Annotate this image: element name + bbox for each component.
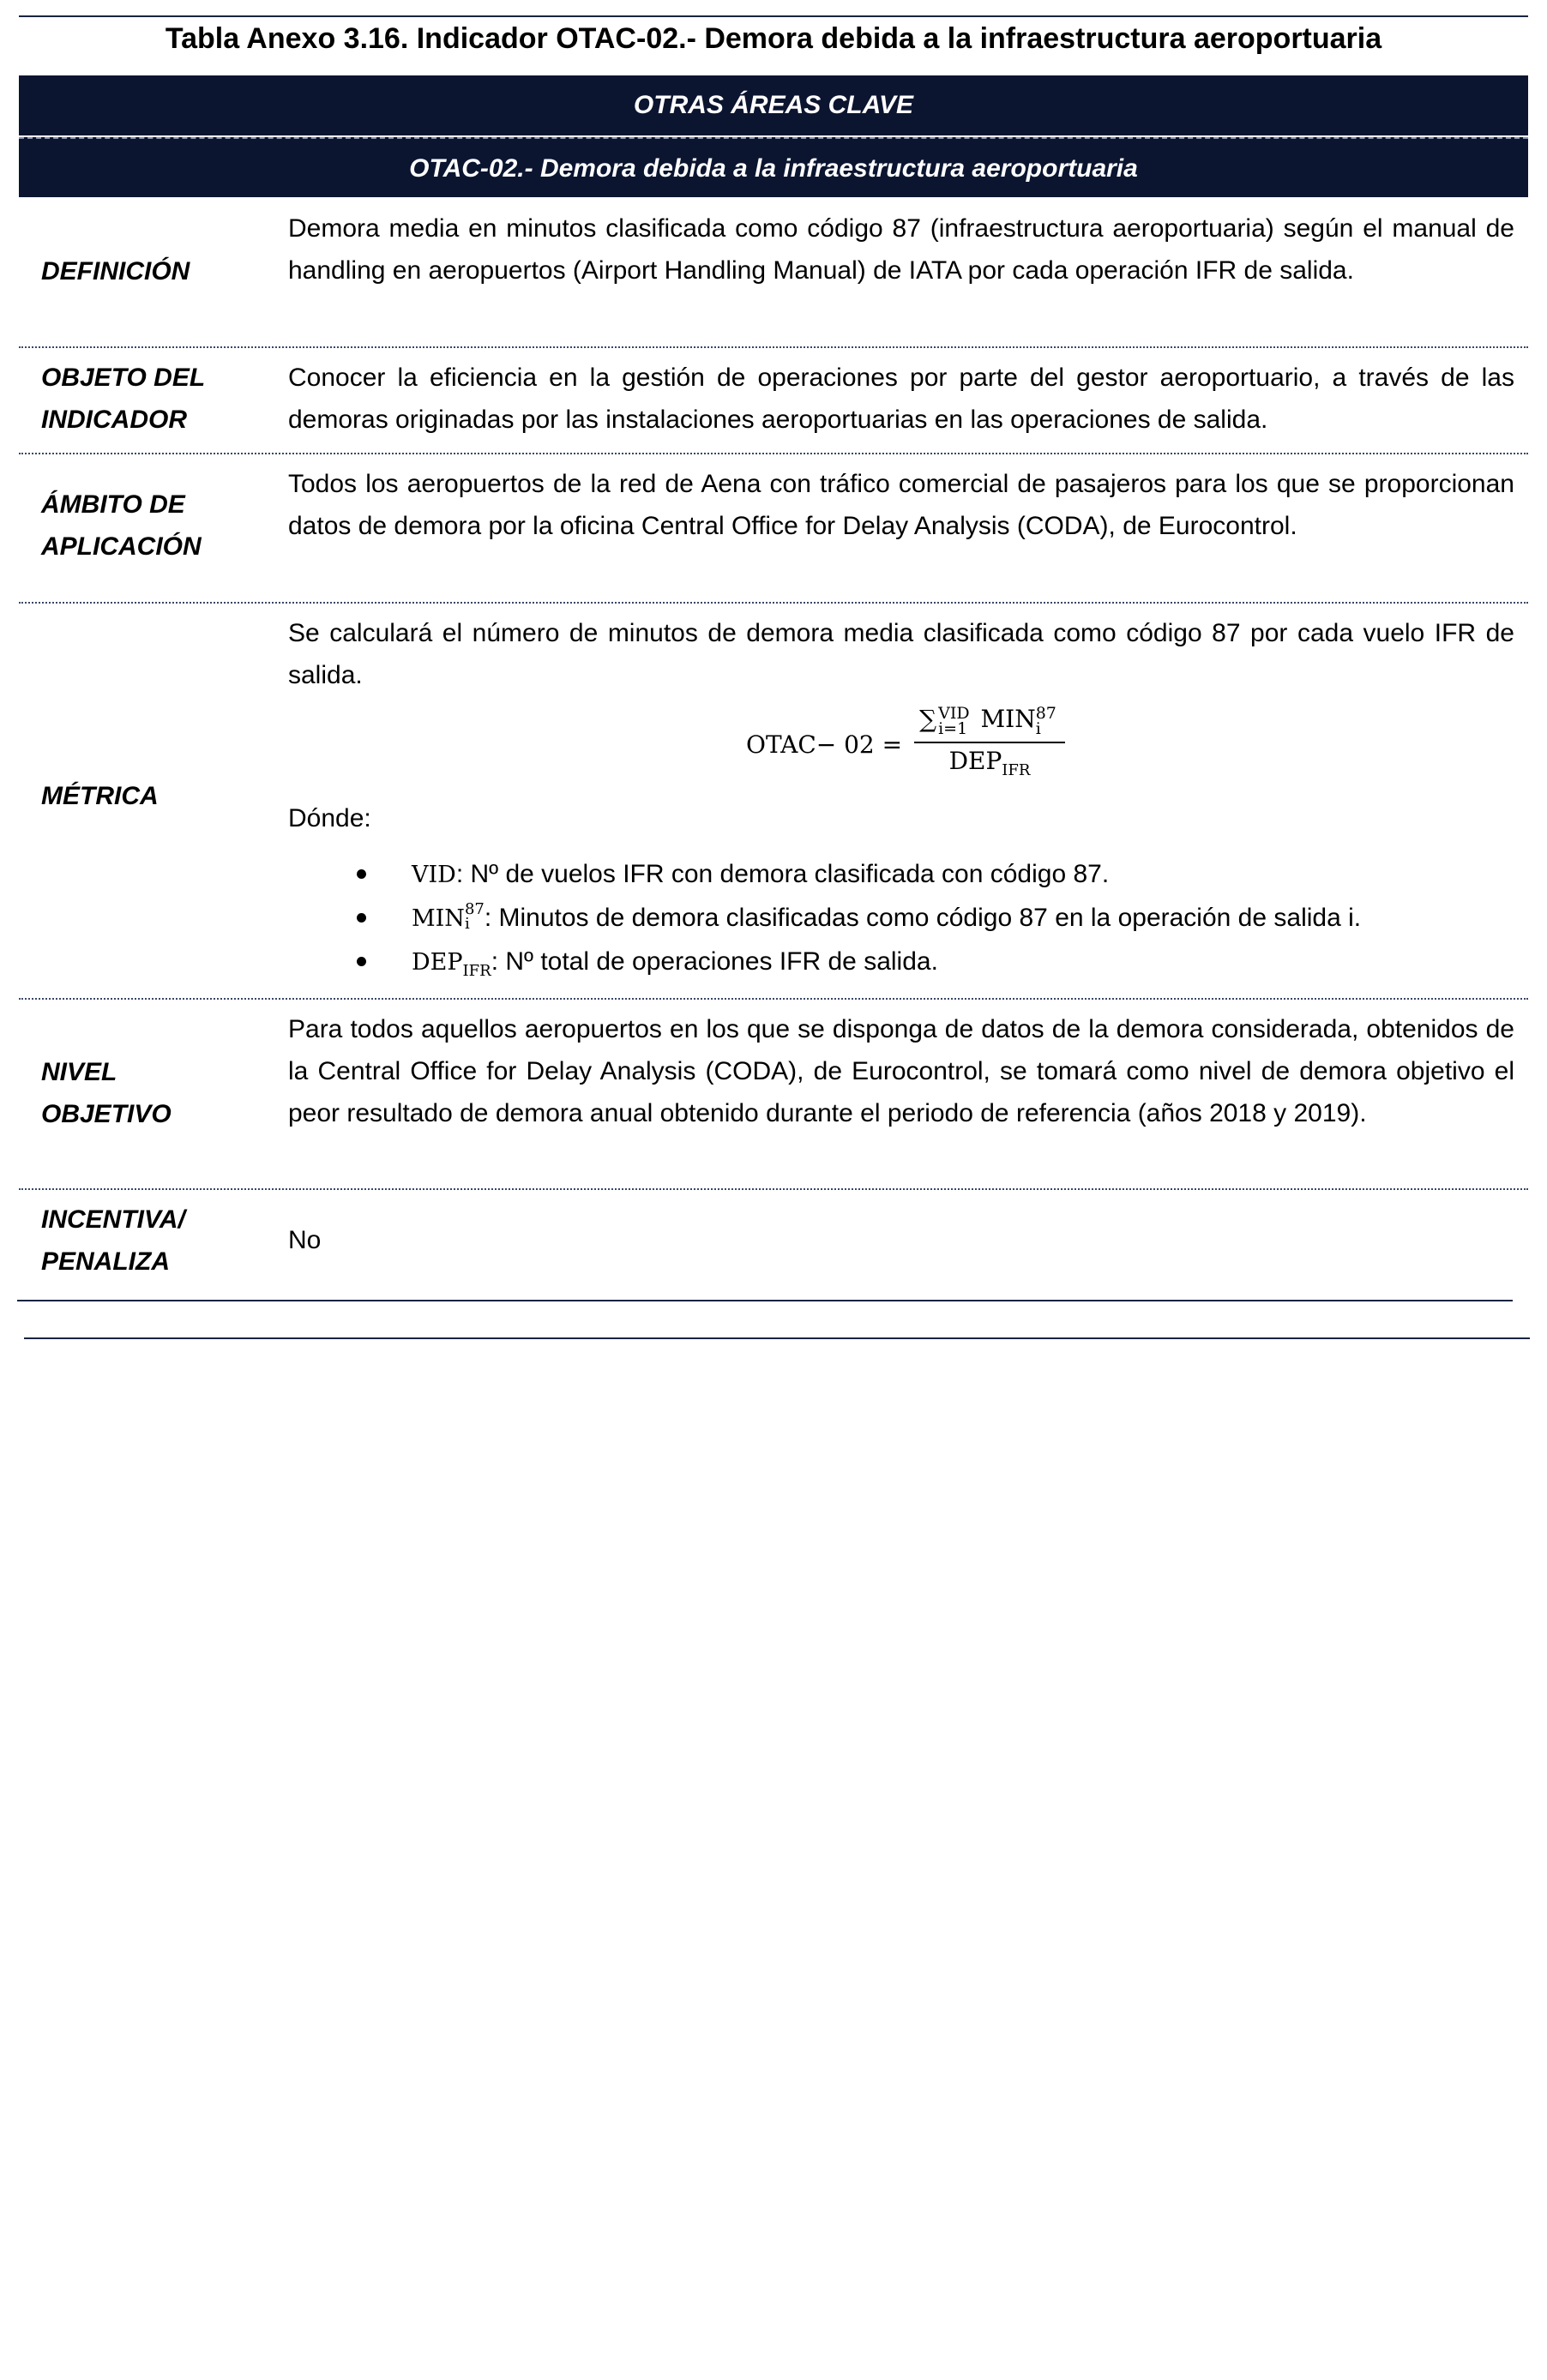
row-content: Demora media en minutos clasificada como código 87 (infraestructura aeroportuaria) según el manual de handling en aeropuertos (Airport Handling Manual) de IATA por cada operación IFR de salida. xyxy=(288,214,1514,285)
bullet-dot xyxy=(357,869,366,879)
bullet-symbol-sub: IFR xyxy=(462,962,491,980)
formula-denominator xyxy=(949,743,1031,785)
sum-lower: i=1 xyxy=(938,718,968,738)
metric-formula xyxy=(746,705,1065,785)
bullet-text xyxy=(412,940,938,993)
term-sub: i xyxy=(1035,718,1041,738)
bullet-desc: : Nº total de operaciones IFR de salida. xyxy=(491,947,938,976)
row-nivel xyxy=(19,1000,1528,1190)
area-header-band: OTRAS ÁREAS CLAVE xyxy=(19,75,1528,135)
bullet-text xyxy=(412,896,1361,941)
list-item xyxy=(288,852,1514,896)
sum-upper: VID xyxy=(938,703,970,723)
row-label-line: OBJETIVO xyxy=(41,1100,172,1128)
row-label xyxy=(41,484,273,568)
den-sub: IFR xyxy=(1002,760,1031,779)
row-label-line: APLICACIÓN xyxy=(41,532,202,561)
table-caption: Tabla Anexo 3.16. Indicador OTAC-02.- Demora debida a la infraestructura aeroportuaria xyxy=(165,22,1382,55)
metric-bullet-list xyxy=(288,852,1514,983)
list-item xyxy=(288,896,1514,940)
row-definicion xyxy=(19,199,1528,348)
metric-donde: Dónde: xyxy=(288,804,371,832)
row-label xyxy=(41,357,273,441)
bullet-symbol: VID xyxy=(412,862,456,888)
bullet-text xyxy=(412,852,1109,897)
bullet-symbol-sub: i xyxy=(464,915,470,934)
bullet-symbol: MIN xyxy=(412,905,465,932)
row-content: Conocer la eficiencia en la gestión de operaciones por parte del gestor aeroportuario, a través de las demoras originadas por las instalaciones aeroportuarias en las operaciones de salida. xyxy=(288,364,1514,434)
formula-lhs: OTAC− 02 = xyxy=(746,730,903,760)
term-sup: 87 xyxy=(1035,703,1056,723)
row-label-line: INCENTIVA/ xyxy=(41,1205,185,1234)
sum-term: MIN xyxy=(980,705,1036,733)
row-objeto xyxy=(19,348,1528,454)
row-content: Para todos aquellos aeropuertos en los que se disponga de datos de la demora considerada, obtenidos de la Central Office for Delay Analysis (CODA), de Eurocontrol, se tomará como nivel de demora objetivo el peor resultado de demora anual obtenido durante el periodo de referencia (años 2018 y 2019). xyxy=(288,1015,1514,1127)
list-item xyxy=(288,940,1514,983)
formula-numerator xyxy=(914,705,1065,743)
page-separator-rule xyxy=(24,1337,1530,1339)
bullet-dot xyxy=(357,957,366,966)
term-indices xyxy=(1035,703,1056,738)
den-term: DEP xyxy=(948,746,1002,775)
sigma-symbol: ∑ xyxy=(919,705,937,733)
bullet-dot xyxy=(357,913,366,923)
bullet-symbol-indices xyxy=(464,900,485,934)
row-label: MÉTRICA xyxy=(41,782,159,810)
row-ambito xyxy=(19,454,1528,604)
row-label-line: ÁMBITO DE xyxy=(41,490,185,519)
sum-limits xyxy=(938,703,970,738)
bullet-desc: : Minutos de demora clasificadas como código 87 en la operación de salida i. xyxy=(484,904,1362,932)
row-label xyxy=(41,1051,273,1135)
bullet-symbol-sup: 87 xyxy=(464,900,485,919)
row-metrica xyxy=(19,604,1528,1000)
row-label xyxy=(41,1199,273,1283)
row-label-line: NIVEL xyxy=(41,1058,117,1086)
row-label-line: INDICADOR xyxy=(41,406,187,434)
row-label: DEFINICIÓN xyxy=(41,257,190,285)
indicator-header-band: OTAC-02.- Demora debida a la infraestructura aeroportuaria xyxy=(19,137,1528,197)
row-content: No xyxy=(288,1226,322,1254)
metric-intro: Se calculará el número de minutos de demora media clasificada como código 87 por cada vuelo IFR de salida. xyxy=(288,619,1514,689)
table-bottom-rule xyxy=(17,1300,1513,1301)
formula-fraction xyxy=(914,705,1065,785)
row-label-line: PENALIZA xyxy=(41,1247,170,1276)
row-label-line: OBJETO DEL xyxy=(41,364,206,392)
bullet-desc: : Nº de vuelos IFR con demora clasificada con código 87. xyxy=(455,860,1110,888)
row-incentiva xyxy=(19,1190,1528,1298)
row-content: Todos los aeropuertos de la red de Aena con tráfico comercial de pasajeros para los que se proporcionan datos de demora por la oficina Central Office for Delay Analysis (CODA), de Eurocontrol. xyxy=(288,470,1514,540)
bullet-symbol: DEP xyxy=(412,949,463,976)
